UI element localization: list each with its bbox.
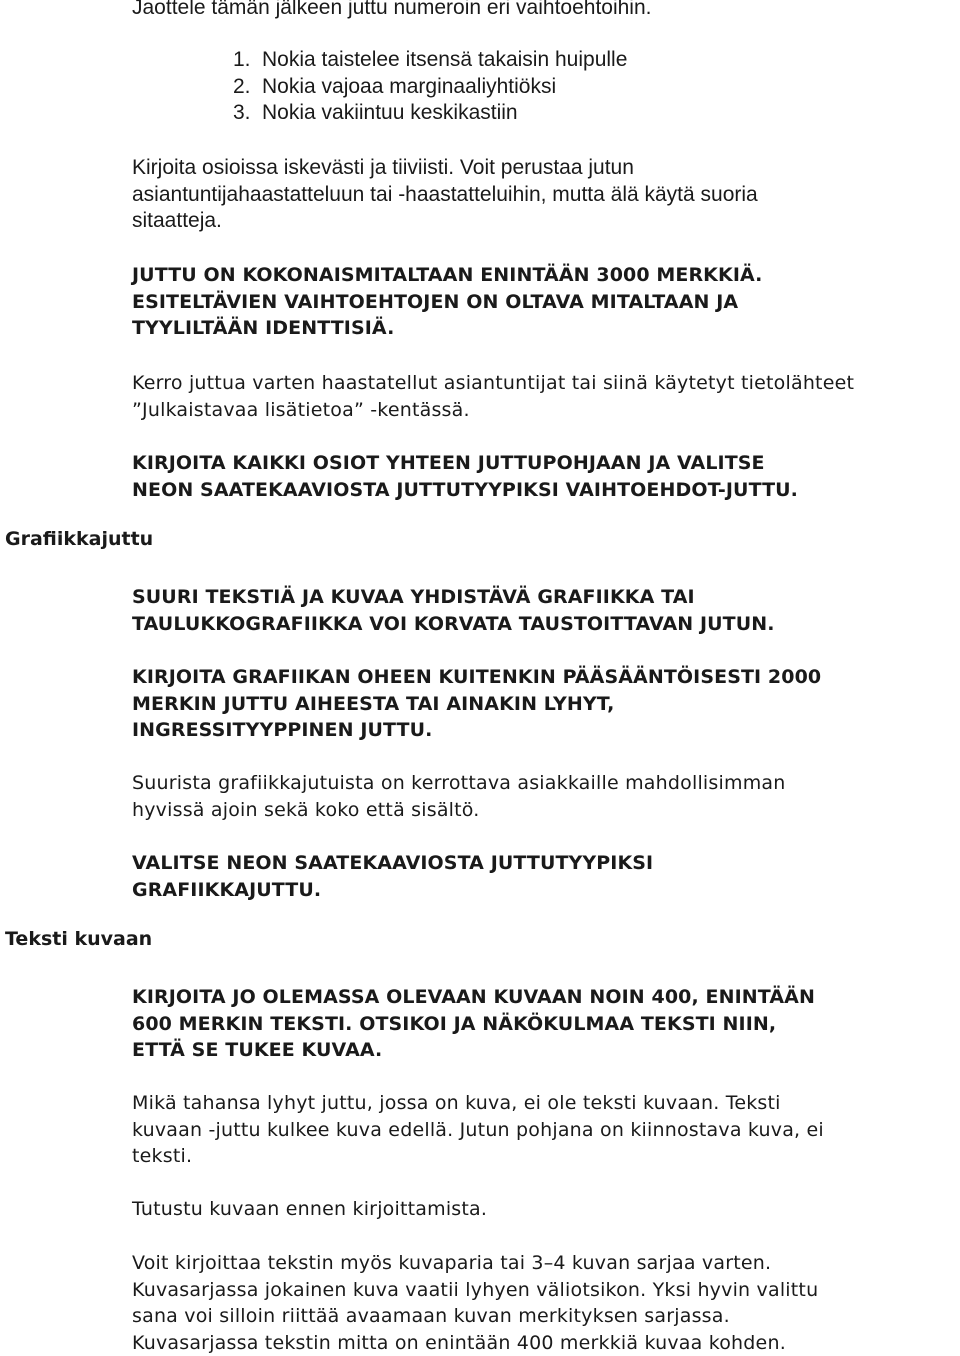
writing-instructions-paragraph: Kirjoita osioissa iskevästi ja tiiviisti. Voit perustaa jutun asiantuntijahaastatteluun tai -haastatteluihin, mutta älä käytä suoria sitaatteja.: [132, 156, 758, 232]
length-rule-paragraph: JUTTU ON KOKONAISMITALTAAN ENINTÄÄN 3000 MERKKIÄ. ESITELTÄVIEN VAIHTOEHTOJEN ON OLTAVA MITALTAAN JA TYYLILTÄÄN IDENTTISIÄ.: [132, 264, 763, 339]
intro-paragraph: Jaottele tämän jälkeen juttu numeroin eri vaihtoehtoihin.: [132, 0, 652, 19]
heading-grafiikkajuttu: Grafiikkajuttu: [5, 528, 154, 550]
sources-paragraph: Kerro juttua varten haastatellut asiantuntijat tai siinä käytetyt tietolähteet ”Julkaistavaa lisätietoa” -kentässä.: [132, 372, 855, 421]
list-item: 1. Nokia taistelee itsensä takaisin huipulle: [233, 48, 628, 71]
list-item: 3. Nokia vakiintuu keskikastiin: [233, 101, 518, 124]
scenario-list: [233, 47, 627, 127]
list-item: 2. Nokia vajoaa marginaaliyhtiöksi: [233, 74, 557, 98]
image-series-paragraph: Voit kirjoittaa tekstin myös kuvaparia tai 3–4 kuvan sarjaa varten. Kuvasarjassa jokainen kuva vaatii lyhyen väliotsikon. Yksi hyvin valittu sana voi silloin riittää avaamaan kuvan merkityksen sarjassa. Kuvasarjassa tekstin mitta on enintään 400 merkkiä kuvaa kohden.: [132, 1252, 819, 1354]
graphic-notice-paragraph: Suurista grafiikkajutuista on kerrottava asiakkaille mahdollisimman hyvissä ajoin sekä koko että sisältö.: [132, 772, 786, 821]
graphic-rule-paragraph: SUURI TEKSTIÄ JA KUVAA YHDISTÄVÄ GRAFIIKKA TAI TAULUKKOGRAFIIKKA VOI KORVATA TAUSTOITTAVAN JUTUN.: [132, 586, 775, 635]
graphic-text-rule-paragraph: KIRJOITA GRAFIIKAN OHEEN KUITENKIN PÄÄSÄÄNTÖISESTI 2000 MERKIN JUTTU AIHEESTA TAI AINAKIN LYHYT, INGRESSITYYPPINEN JUTTU.: [132, 666, 822, 741]
graphic-type-rule-paragraph: VALITSE NEON SAATEKAAVIOSTA JUTTUTYYPIKSI GRAFIIKKAJUTTU.: [132, 852, 654, 901]
heading-teksti-kuvaan: Teksti kuvaan: [5, 928, 153, 950]
template-rule-paragraph: KIRJOITA KAIKKI OSIOT YHTEEN JUTTUPOHJAAN JA VALITSE NEON SAATEKAAVIOSTA JUTTUTYYPIKSI VAIHTOEHDOT-JUTTU.: [132, 452, 798, 501]
image-study-paragraph: Tutustu kuvaan ennen kirjoittamista.: [132, 1198, 488, 1220]
image-rule-paragraph: KIRJOITA JO OLEMASSA OLEVAAN KUVAAN NOIN 400, ENINTÄÄN 600 MERKIN TEKSTI. OTSIKOI JA NÄKÖKULMAA TEKSTI NIIN, ETTÄ SE TUKEE KUVAA.: [132, 986, 815, 1061]
image-definition-paragraph: Mikä tahansa lyhyt juttu, jossa on kuva, ei ole teksti kuvaan. Teksti kuvaan -juttu kulkee kuva edellä. Jutun pohjana on kiinnostava kuva, ei teksti.: [132, 1092, 824, 1167]
